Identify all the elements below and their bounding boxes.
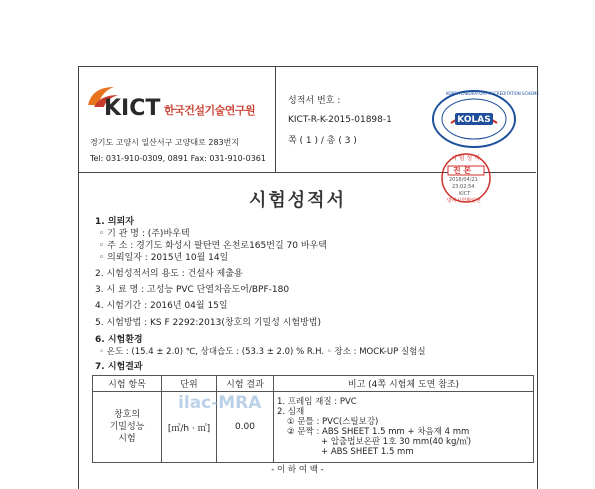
table-row (93, 392, 534, 463)
client-org: ◦ 기 관 명 : (주)바우텍 (99, 229, 190, 239)
results-heading: 7. 시험결과 (95, 362, 143, 372)
remark-line: 1. 프레임 재질 : PVC (277, 397, 357, 407)
org-name: 한국건설기술연구원 (164, 104, 256, 117)
page-info: 쪽 ( 1 ) / 총 ( 3 ) (288, 136, 357, 146)
kolas-badge-icon (431, 89, 517, 149)
stamp-time: 23:02:54 (452, 184, 475, 190)
item-line: 기밀성능 (109, 422, 145, 432)
remark-line: ② 문짝 : ABS SHEET 1.5 mm + 차음재 4 mm (287, 427, 470, 437)
cell-remarks (274, 392, 534, 463)
stamp-bottom-text: 방사시험확인전 (447, 198, 481, 204)
item-line: 창호의 (113, 410, 141, 420)
results-table (92, 375, 534, 463)
org-contact: Tel: 031-910-0309, 0891 Fax: 031-910-0361 (90, 154, 266, 163)
end-of-content: - 이 하 여 백 - (271, 465, 324, 475)
stamp-top-text: 시 험 성 적 (451, 155, 480, 162)
cell-unit: [㎥/h · ㎡] (162, 392, 217, 463)
org-address: 경기도 고양시 일산서구 고양대로 283번지 (90, 138, 240, 147)
env-line: ◦ 온도 : (15.4 ± 2.0) ℃, 상대습도 : (53.3 ± 2.0) % R.H. ◦ 장소 : MOCK-UP 실험실 (99, 347, 426, 357)
kolas-ring-text: KOREA LABORATORY ACCREDITATION SCHEME (446, 91, 539, 96)
stamp-date: 2016/04/21 (449, 177, 478, 183)
stamp-mid-text: 진 본 (453, 166, 472, 175)
col-header-remarks: 비고 (4쪽 시험체 도면 참조) (274, 376, 534, 392)
method-line: 5. 시험방법 : KS F 2292:2013(창호의 기밀성 시험방법) (95, 318, 322, 328)
client-heading: 1. 의뢰자 (95, 217, 134, 227)
logo-text: KICT (104, 96, 161, 121)
ilac-watermark: ilac-MRA (178, 393, 262, 413)
purpose-line: 2. 시험성적서의 용도 : 건설사 제출용 (95, 269, 243, 279)
item-line: 시험 (118, 434, 136, 444)
cell-item (93, 392, 162, 463)
col-header-item: 시험 항목 (93, 376, 162, 392)
stamp-org: KICT (459, 191, 471, 197)
col-header-result: 시험 결과 (217, 376, 274, 392)
remark-line: ① 문틀 : PVC(스틸보강) (287, 417, 379, 427)
header-vertical-divider (275, 66, 276, 172)
report-number-label: 성적서 번호 : (288, 96, 341, 106)
env-heading: 6. 시험환경 (95, 335, 143, 345)
client-date: ◦ 의뢰일자 : 2015년 10월 14일 (99, 253, 229, 263)
sample-line: 3. 시 료 명 : 고성능 PVC 단열차음도어/BPF-180 (95, 285, 290, 295)
col-header-unit: 단위 (162, 376, 217, 392)
report-number: KICT-R-K-2015-01898-1 (288, 115, 392, 125)
remark-line: + 압출법보온판 1호 30 mm(40 kg/㎥) (321, 437, 472, 447)
client-address: ◦ 주 소 : 경기도 화성시 팔탄면 온천로165번길 70 바우텍 (99, 241, 327, 251)
period-line: 4. 시험기간 : 2016년 04월 15일 (95, 301, 228, 311)
remark-line: + ABS SHEET 1.5 mm (321, 447, 414, 457)
cell-value: 0.00 (217, 392, 274, 463)
kolas-text: KOLAS (457, 115, 491, 125)
page-title: 시험성적서 (249, 190, 346, 211)
remark-line: 2. 심재 (277, 407, 305, 417)
